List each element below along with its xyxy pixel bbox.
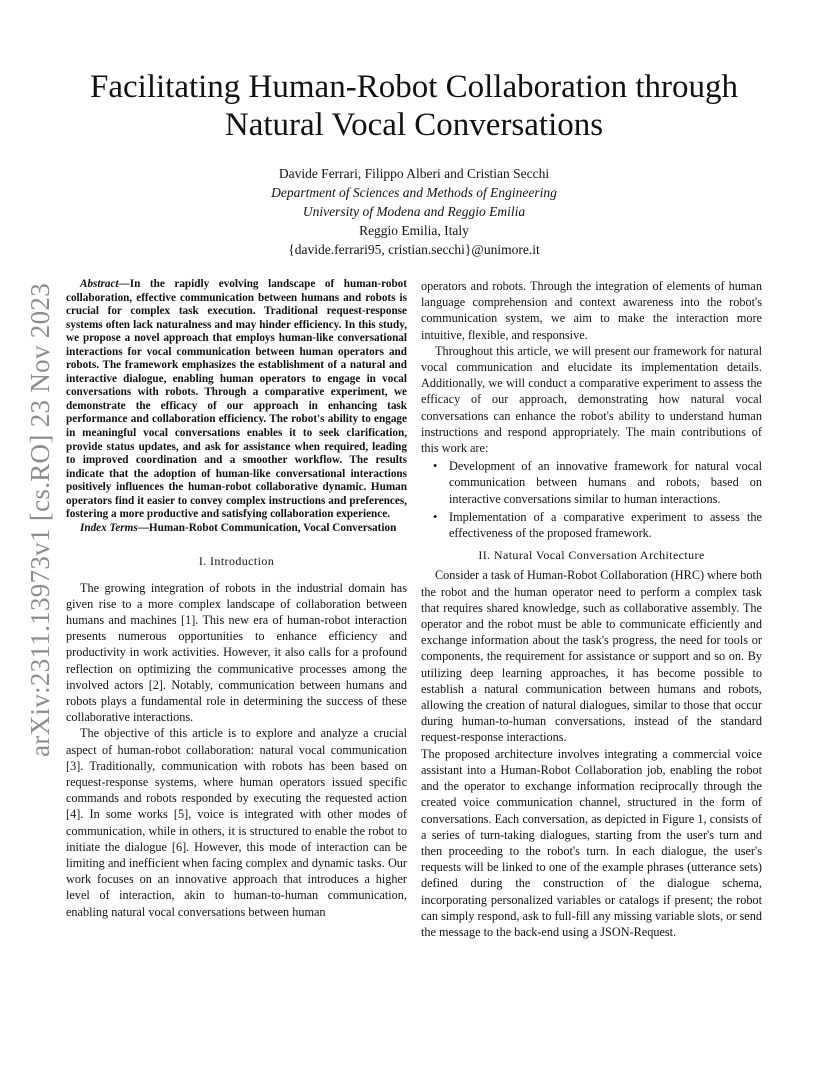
architecture-paragraph-2	[421, 746, 762, 940]
abstract	[66, 278, 407, 522]
bullet-icon: •	[433, 509, 438, 524]
intro-paragraph-3: Throughout this article, we will present our framework for natural vocal communication and elucidate its implementation details. Additionally, we will conduct a comparative experiment to assess the efficacy of our approach, demonstrating how natural vocal conversations can enhance the robot's ability to understand human instructions and respond appropriately. The main contributions of this work are:	[421, 343, 762, 456]
index-terms	[66, 522, 407, 536]
text-run: , consists of a series of turn-taking dialogues, starting from the user's turn and then proceeding to the robot's turn. In each dialogue, the user's requests will be linked to one of the example phrases (utterance sets) defined during the construction of the dialogue schema, incorporating personalized variables or catalogs if present; the robot can simply respond, ask to full-fill any missing variable slots, or send the message to the back-end using a JSON-Request.	[421, 811, 763, 939]
author-block	[90, 164, 738, 259]
text-run: . In some works	[80, 807, 174, 822]
citation-link[interactable]: [1]	[181, 613, 196, 627]
list-item-text: Implementation of a comparative experiment to assess the effectiveness of the proposed framework.	[449, 509, 762, 541]
index-terms-text: Human-Robot Communication, Vocal Conversation	[148, 521, 397, 534]
citation-link[interactable]: [2]	[148, 677, 163, 692]
text-run: The objective of this article is to explore and analyze a crucial aspect of human-robot collaboration: natural vocal communication	[66, 726, 407, 757]
figure-link[interactable]: 1	[697, 811, 704, 826]
intro-paragraph-2	[66, 725, 407, 919]
index-terms-label: Index Terms—	[80, 521, 149, 534]
citation-link[interactable]: [6]	[171, 839, 187, 854]
author-names: Davide Ferrari, Filippo Alberi and Cristian Secchi	[278, 166, 550, 181]
abstract-text: In the rapidly evolving landscape of human-robot collaboration, effective communication between humans and robots is crucial for complex task execution. Traditional request-response systems often lack naturalness and may hinder efficiency. In this study, we propose a novel approach that employs human-like conversational interactions for vocal communication between human operators and robots. The framework emphasizes the establishment of a natural and interactive dialogue, enabling human operators to engage in vocal conversations with robots. Through a comparative experiment, we demonstrate the efficacy of our approach in enhancing task performance and collaboration efficiency. The robot's ability to engage in meaningful vocal conversations enables it to seek clarification, provide status updates, and ask for assistance when required, leading to improved coordination and a smoother workflow. The results indicate that the adoption of human-like conversational interactions positively influences the human-robot collaborative dynamic. Human operators find it easier to convey complex instructions and preferences, fostering a more productive and satisfying collaboration experience.	[66, 278, 407, 521]
intro-paragraph-1	[66, 580, 407, 726]
text-run: . This new era of human-robot interaction presents numerous opportunities to enhance efficiency and productivity in work activities. However, it also calls for a profound reflection on optimizing the communicative processes among the involved actors	[66, 613, 408, 692]
author-emails: {davide.ferrari95, cristian.secchi}@unimore.it	[288, 242, 540, 257]
paper-title: Facilitating Human-Robot Collaboration through Natural Vocal Conversations	[90, 69, 738, 143]
architecture-paragraph-1: Consider a task of Human-Robot Collaboration (HRC) where both the robot and the human operator need to perform a complex task that requires shared knowledge, such as collaborative assembly. The operator and the robot must be able to communicate efficiently and exchange information about the task's progress, the need for tools or components, the requirement for assistance or support and so on. By utilizing deep learning approaches, it has become possible to establish a natural communication between humans and robots, allowing the creation of natural dialogues, similar to those that occur during human-to-human conversations, instead of the standard request-response interactions.	[421, 568, 762, 745]
section-heading-introduction: I. Introduction	[198, 554, 275, 569]
abstract-label: Abstract—	[80, 278, 130, 290]
author-university: University of Modena and Reggio Emilia	[302, 204, 526, 219]
list-item-text: Development of an innovative framework for natural vocal communication between humans and robots, based on interactive conversations similar to human interactions.	[449, 459, 762, 506]
text-run: . Traditionally, communication with robots has been based on request-response systems, where human operators issued specific commands and robots responded by executing the requested action	[66, 758, 407, 806]
text-run: , voice is integrated with other modes of communication, while in others, it is structured to enable the robot to initiate the dialogue	[66, 807, 408, 854]
left-column	[66, 278, 407, 920]
citation-link[interactable]: [4]	[66, 807, 81, 822]
arxiv-stamp	[20, 280, 60, 760]
section-heading-architecture: II. Natural Vocal Conversation Architecture	[478, 548, 705, 563]
right-column	[421, 278, 762, 940]
citation-link[interactable]: [3]	[66, 758, 81, 773]
intro-paragraph-2-continued: operators and robots. Through the integration of elements of human language comprehension and context awareness into the robot's communication system, we aim to make the interaction more intuitive, flexible, and responsive.	[421, 279, 762, 342]
bullet-icon: •	[433, 459, 438, 474]
list-item	[433, 458, 762, 507]
author-department: Department of Sciences and Methods of Engineering	[271, 185, 557, 200]
text-run: The growing integration of robots in the industrial domain has given rise to a more complex landscape of collaboration between humans and machines	[66, 580, 407, 627]
arxiv-stamp-text[interactable]: arXiv:2311.13973v1 [cs.RO] 23 Nov 2023	[24, 283, 55, 757]
text-run: . Notably, communication between humans and robots plays a fundamental role in determining the success of these collaborative interactions.	[66, 677, 407, 725]
contributions-list	[421, 458, 762, 541]
text-run: . However, this mode of interaction can be limiting and inefficient when facing complex and dynamic tasks. Our work focuses on an innovative approach that introduces a higher level of interaction, akin to human-to-human communication, enabling natural vocal conversations between human	[66, 839, 408, 919]
author-location: Reggio Emilia, Italy	[359, 223, 469, 238]
text-run: The proposed architecture involves integrating a commercial voice assistant into a Human-Robot Collaboration job, enabling the robot and the operator to exchange information reciprocally through the created voice communication channel, structured in the form of conversations. Each conversation, as depicted in Figure	[421, 746, 762, 826]
citation-link[interactable]: [5]	[173, 807, 189, 822]
list-item	[433, 509, 762, 541]
